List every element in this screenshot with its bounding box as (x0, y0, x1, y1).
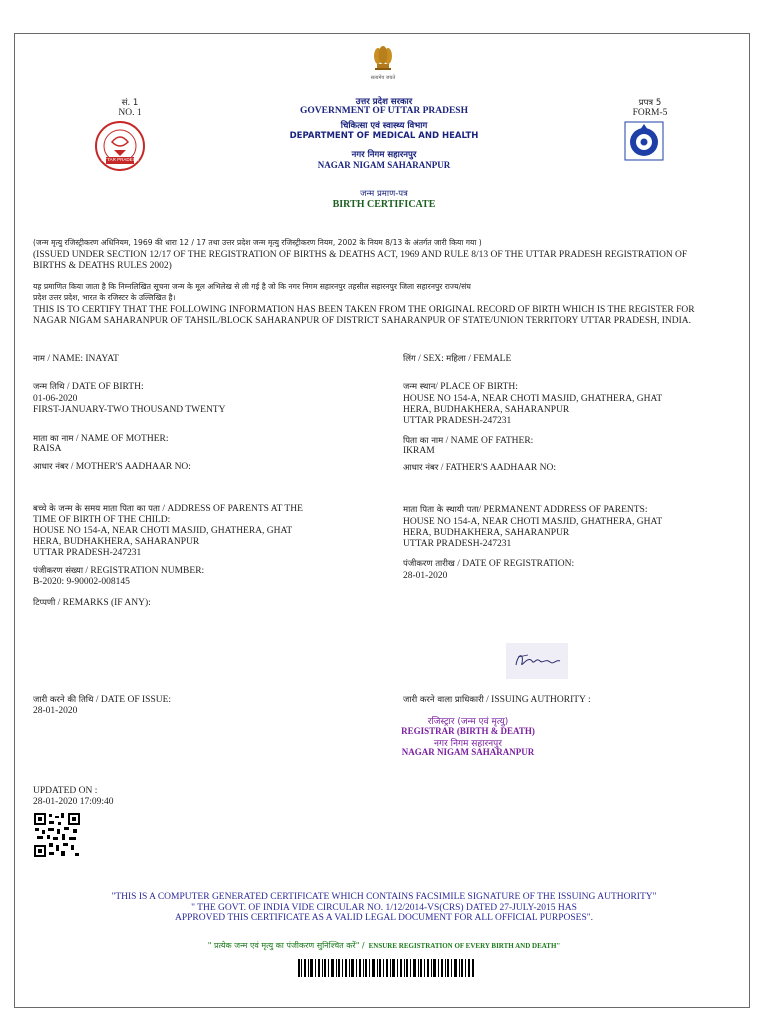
issued-under-hindi: (जन्म मृत्यु रजिस्ट्रीकरण अधिनियम, 1969 की धारा 12 / 17 तथा उत्तर प्रदेश जन्म मृत्यु रजिस्ट्रीकरण नियम, 2002 के नियम 8/13 के अंतर्गत जारी किया गया ) (33, 238, 482, 247)
remarks-hindi: टिप्पणी (33, 598, 56, 608)
pob-hindi: जन्म स्थान (403, 382, 436, 392)
registrar-nigam-hindi: नगर निगम सहारनपुर (434, 739, 502, 749)
issue-date-label-line (33, 695, 171, 706)
father-aadhaar (403, 463, 556, 474)
issuing-authority-hindi: जारी करने वाला प्राधिकारी (403, 695, 484, 705)
serial-number: NO. 1 (118, 108, 142, 118)
nigam-title: NAGAR NIGAM SAHARANPUR (317, 160, 451, 170)
seal-text: UTTAR PRADESH (101, 157, 139, 162)
sex-value-hindi: महिला (446, 354, 466, 364)
serial-hindi: सं. 1 (121, 98, 139, 108)
barcode-icon (298, 959, 474, 982)
issued-under-line2: BIRTHS & DEATHS RULES 2002) (33, 261, 172, 271)
qr-code-icon (33, 812, 81, 863)
sex-field (403, 354, 511, 365)
father-aadhaar-hindi: आधार नंबर (403, 463, 439, 473)
mother-aadhaar-label: / MOTHER'S AADHAAR NO: (68, 462, 191, 472)
name-label: / NAME: INAYAT (45, 354, 119, 364)
registrar-hindi: रजिस्ट्रार (जन्म एवं मृत्यु) (427, 717, 509, 727)
father-name: IKRAM (403, 446, 435, 456)
birth-address-line1: HOUSE NO 154-A, NEAR CHOTI MASJID, GHATHERA, GHAT (33, 526, 293, 536)
pob-line1: HOUSE NO 154-A, NEAR CHOTI MASJID, GHATHERA, GHAT (403, 394, 663, 404)
issue-date-hindi: जारी करने की तिथि (33, 695, 94, 705)
certify-line2: NAGAR NIGAM SAHARANPUR OF TAHSIL/BLOCK SAHARANPUR OF DISTRICT SAHARANPUR OF STATE/UNION TERRITORY UTTAR PRADESH, INDIA. (33, 316, 692, 326)
up-seal-icon (94, 120, 146, 177)
pob-line3: UTTAR PRADESH-247231 (403, 416, 512, 426)
dob-label: / DATE OF BIRTH: (64, 382, 144, 392)
birth-address-label: / ADDRESS OF PARENTS AT THE (160, 504, 303, 514)
birth-address-line3: UTTAR PRADESH-247231 (33, 548, 142, 558)
permanent-address-label: / PERMANENT ADDRESS OF PARENTS: (478, 505, 648, 515)
pob-label: / PLACE OF BIRTH: (435, 382, 518, 392)
nigam-hindi: नगर निगम सहारनपुर (351, 150, 417, 160)
form-number: FORM-5 (632, 108, 668, 118)
emblem-caption: सत्यमेव जयते (370, 75, 396, 81)
permanent-address-line2: HERA, BUDHAKHERA, SAHARANPUR (403, 528, 570, 538)
father-aadhaar-label: / FATHER'S AADHAAR NO: (438, 463, 557, 473)
pob-line2: HERA, BUDHAKHERA, SAHARANPUR (403, 405, 570, 415)
footer-approved: APPROVED THIS CERTIFICATE AS A VALID LEGAL DOCUMENT FOR ALL OFFICIAL PURPOSES". (174, 913, 594, 923)
name-field (33, 354, 119, 365)
sex-label: / SEX: (415, 354, 447, 364)
registration-number-label-line (33, 566, 204, 577)
government-title: GOVERNMENT OF UTTAR PRADESH (300, 106, 468, 116)
mother-label: / NAME OF MOTHER: (73, 434, 169, 444)
registration-date: 28-01-2020 (403, 571, 448, 581)
sex-value: / FEMALE (465, 354, 512, 364)
certify-hindi-line1: यह प्रमाणित किया जाता है कि निम्नलिखित सूचना जन्म के मूल अभिलेख से ली गई है जो कि नगर निगम सहारनपुर तहसील सहारनपुर जिला सहारनपुर राज्य/संघ (33, 282, 471, 291)
permanent-address-line3: UTTAR PRADESH-247231 (403, 539, 512, 549)
mother-name: RAISA (33, 444, 62, 454)
crs-logo-icon (624, 121, 664, 166)
footer-circular: " THE GOVT. OF INDIA VIDE CIRCULAR NO. 1/12/2014-VS(CRS) DATED 27-JULY-2015 HAS (191, 903, 577, 913)
certify-line1: THIS IS TO CERTIFY THAT THE FOLLOWING INFORMATION HAS BEEN TAKEN FROM THE ORIGINAL RECORD OF BIRTH WHICH IS THE REGISTER FOR (33, 305, 695, 315)
father-label: / NAME OF FATHER: (443, 436, 534, 446)
mother-aadhaar-hindi: आधार नंबर (33, 462, 69, 472)
name-hindi: नाम (33, 354, 46, 364)
dob-label-line (33, 382, 144, 393)
registrar-title: REGISTRAR (BIRTH & DEATH) (401, 726, 535, 736)
dob-words: FIRST-JANUARY-TWO THOUSAND TWENTY (33, 405, 226, 415)
issue-date-label: / DATE OF ISSUE: (93, 695, 172, 705)
department-title: DEPARTMENT OF MEDICAL AND HEALTH (289, 131, 479, 141)
birth-address-label2: TIME OF BIRTH OF THE CHILD: (33, 515, 171, 525)
sex-hindi: लिंग (403, 354, 416, 364)
signature-image (506, 643, 568, 684)
permanent-address-label-line (403, 505, 647, 516)
father-hindi: पिता का नाम (403, 436, 444, 446)
birth-address-label-line (33, 504, 303, 515)
registration-date-label: / DATE OF REGISTRATION: (454, 559, 575, 569)
registration-date-label-line (403, 559, 574, 570)
mother-aadhaar (33, 462, 191, 473)
slogan-hindi: " प्रत्येक जन्म एवं मृत्यु का पंजीकरण सुनिश्चित करें" / (207, 941, 365, 950)
updated-label: UPDATED ON : (33, 786, 98, 796)
government-hindi: उत्तर प्रदेश सरकार (355, 97, 413, 107)
issuing-authority-label-line (403, 695, 591, 706)
issuing-authority-label: / ISSUING AUTHORITY : (483, 695, 591, 705)
birth-address-line2: HERA, BUDHAKHERA, SAHARANPUR (33, 537, 200, 547)
remarks-label: / REMARKS (IF ANY): (55, 598, 151, 608)
department-hindi: चिकित्सा एवं स्वास्थ्य विभाग (340, 121, 428, 131)
form-hindi: प्रपत्र 5 (638, 98, 662, 108)
permanent-address-line1: HOUSE NO 154-A, NEAR CHOTI MASJID, GHATHERA, GHAT (403, 517, 663, 527)
footer-computer-generated: "THIS IS A COMPUTER GENERATED CERTIFICATE WHICH CONTAINS FACSIMILE SIGNATURE OF THE ISSUING AUTHORITY" (111, 892, 657, 902)
certificate-title: BIRTH CERTIFICATE (332, 199, 436, 210)
dob-value: 01-06-2020 (33, 394, 78, 404)
issued-under-line1: (ISSUED UNDER SECTION 12/17 OF THE REGISTRATION OF BIRTHS & DEATHS ACT, 1969 AND RULE 8/13 OF THE UTTAR PRADESH REGISTRATION OF (33, 250, 688, 260)
birth-address-hindi: बच्चे के जन्म के समय माता पिता का पता (33, 504, 160, 514)
remarks-field (33, 598, 151, 609)
registration-date-hindi: पंजीकरण तारीख (403, 559, 455, 569)
pob-label-line (403, 382, 518, 393)
mother-hindi: माता का नाम (33, 434, 74, 444)
registration-number-hindi: पंजीकरण संख्या (33, 566, 84, 576)
certify-hindi-line2: प्रदेश उत्तर प्रदेश, भारत के रजिस्टर के उल्लिखित है। (33, 293, 176, 302)
state-emblem-icon (368, 44, 398, 77)
updated-timestamp: 28-01-2020 17:09:40 (33, 797, 114, 807)
slogan-english: ENSURE REGISTRATION OF EVERY BIRTH AND DEATH" (368, 942, 561, 950)
registration-number-label: / REGISTRATION NUMBER: (83, 566, 205, 576)
registration-number: B-2020: 9-90002-008145 (33, 577, 130, 587)
issue-date: 28-01-2020 (33, 706, 78, 716)
registrar-nigam: NAGAR NIGAM SAHARANPUR (401, 747, 535, 757)
permanent-address-hindi: माता पिता के स्थायी पता (403, 505, 479, 515)
certificate-title-hindi: जन्म प्रमाण-पत्र (360, 189, 408, 199)
footer-slogan (20, 935, 748, 953)
dob-hindi: जन्म तिथि (33, 382, 65, 392)
